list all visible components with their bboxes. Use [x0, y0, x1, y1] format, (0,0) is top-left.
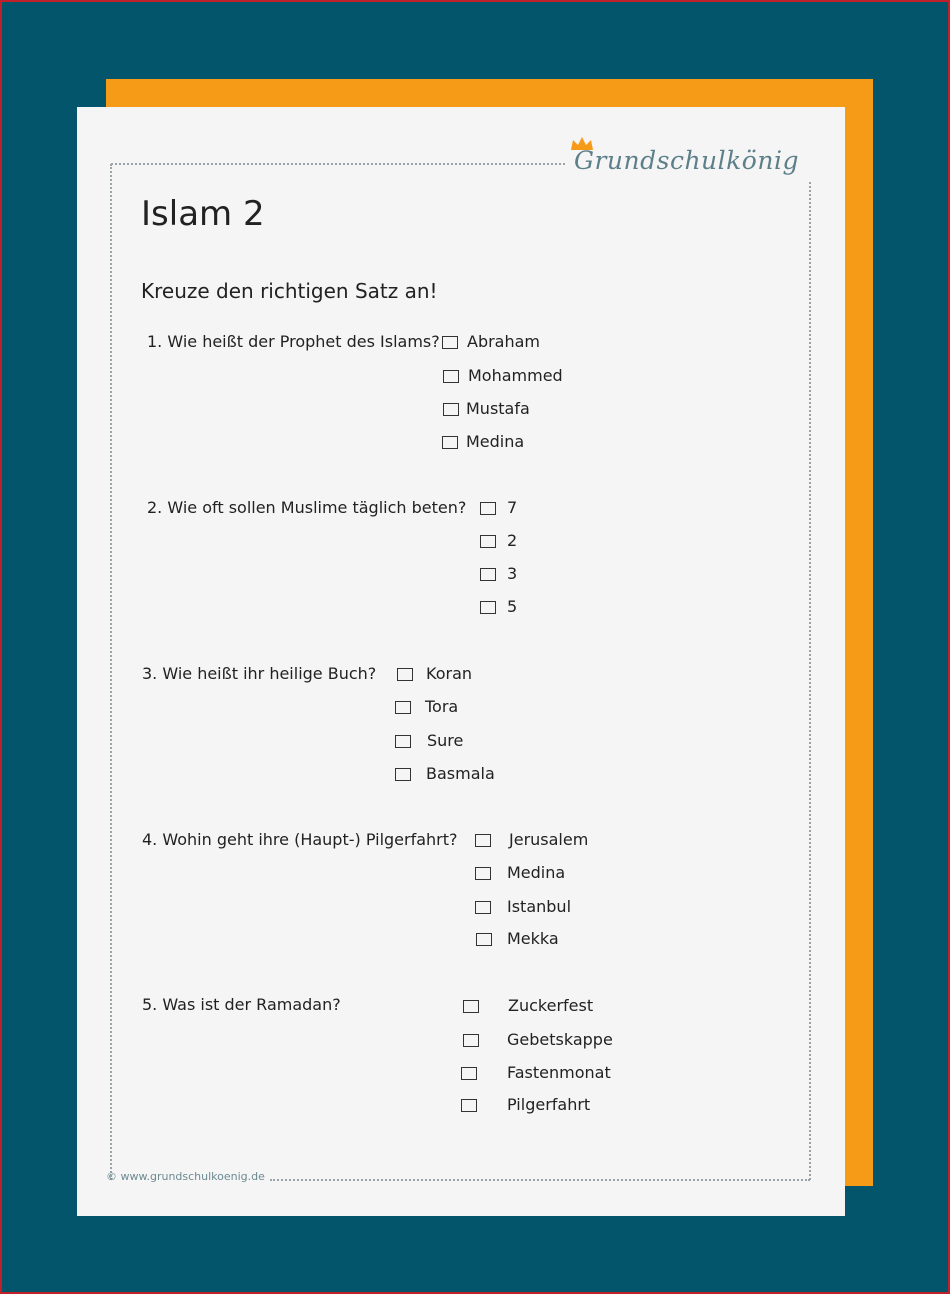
dotted-border-left	[110, 164, 112, 1180]
question-2-option-2[interactable]	[480, 531, 518, 551]
question-3-option-2[interactable]	[395, 697, 459, 717]
option-label: Pilgerfahrt	[507, 1095, 591, 1114]
question-5-option-1[interactable]	[463, 996, 594, 1016]
checkbox[interactable]	[480, 568, 496, 581]
question-5-option-4[interactable]	[461, 1095, 591, 1115]
dotted-border-right	[809, 182, 811, 1180]
option-label: 5	[507, 597, 518, 616]
checkbox[interactable]	[476, 933, 492, 946]
checkbox[interactable]	[475, 834, 491, 847]
checkbox[interactable]	[480, 535, 496, 548]
question-4-option-3[interactable]	[475, 897, 572, 917]
question-3-option-4[interactable]	[395, 764, 495, 784]
checkbox[interactable]	[395, 768, 411, 781]
question-4-option-4[interactable]	[476, 929, 559, 949]
dotted-border-top	[111, 163, 565, 165]
question-2-option-3[interactable]	[480, 564, 518, 584]
checkbox[interactable]	[475, 867, 491, 880]
question-2-option-1[interactable]	[480, 498, 518, 518]
checkbox[interactable]	[397, 668, 413, 681]
question-1-option-1[interactable]	[442, 332, 541, 352]
question-5-option-3[interactable]	[461, 1063, 611, 1083]
checkbox[interactable]	[443, 403, 459, 416]
option-label: Gebetskappe	[507, 1030, 613, 1049]
option-label: Medina	[507, 863, 566, 882]
question-3-option-1[interactable]	[397, 664, 473, 684]
checkbox[interactable]	[461, 1067, 477, 1080]
question-3-option-3[interactable]	[395, 731, 464, 751]
option-label: Jerusalem	[509, 830, 589, 849]
question-1-option-3[interactable]	[443, 399, 530, 419]
checkbox[interactable]	[475, 901, 491, 914]
worksheet-paper	[77, 107, 845, 1216]
option-label: Tora	[425, 697, 459, 716]
checkbox[interactable]	[395, 735, 411, 748]
option-label: 7	[507, 498, 518, 517]
checkbox[interactable]	[463, 1034, 479, 1047]
brand-name: Grundschulkönig	[574, 146, 799, 175]
question-4-option-2[interactable]	[475, 863, 566, 883]
checkbox[interactable]	[480, 601, 496, 614]
option-label: Koran	[426, 664, 473, 683]
checkbox[interactable]	[395, 701, 411, 714]
question-3-text: 3. Wie heißt ihr heilige Buch?	[142, 664, 377, 683]
dotted-border-bottom	[270, 1179, 810, 1181]
page-title: Islam 2	[141, 194, 265, 234]
question-2-text: 2. Wie oft sollen Muslime täglich beten?	[147, 498, 467, 517]
option-label: Mekka	[507, 929, 559, 948]
option-label: Sure	[427, 731, 464, 750]
instruction-text: Kreuze den richtigen Satz an!	[141, 279, 438, 303]
option-label: Abraham	[467, 332, 541, 351]
option-label: Mustafa	[466, 399, 530, 418]
option-label: Mohammed	[468, 366, 563, 385]
question-5-option-2[interactable]	[463, 1030, 613, 1050]
question-1-option-4[interactable]	[442, 432, 525, 452]
checkbox[interactable]	[463, 1000, 479, 1013]
option-label: Basmala	[426, 764, 495, 783]
option-label: 3	[507, 564, 518, 583]
checkbox[interactable]	[480, 502, 496, 515]
option-label: 2	[507, 531, 518, 550]
question-1-option-2[interactable]	[443, 366, 563, 386]
question-2-option-4[interactable]	[480, 597, 518, 617]
checkbox[interactable]	[442, 336, 458, 349]
checkbox[interactable]	[461, 1099, 477, 1112]
checkbox[interactable]	[442, 436, 458, 449]
option-label: Zuckerfest	[508, 996, 594, 1015]
option-label: Fastenmonat	[507, 1063, 611, 1082]
option-label: Medina	[466, 432, 525, 451]
option-label: Istanbul	[507, 897, 572, 916]
question-1-text: 1. Wie heißt der Prophet des Islams?	[147, 332, 440, 351]
question-5-text: 5. Was ist der Ramadan?	[142, 995, 341, 1014]
question-4-option-1[interactable]	[475, 830, 589, 850]
checkbox[interactable]	[443, 370, 459, 383]
copyright-text: © www.grundschulkoenig.de	[106, 1170, 265, 1183]
question-4-text: 4. Wohin geht ihre (Haupt-) Pilgerfahrt?	[142, 830, 458, 849]
